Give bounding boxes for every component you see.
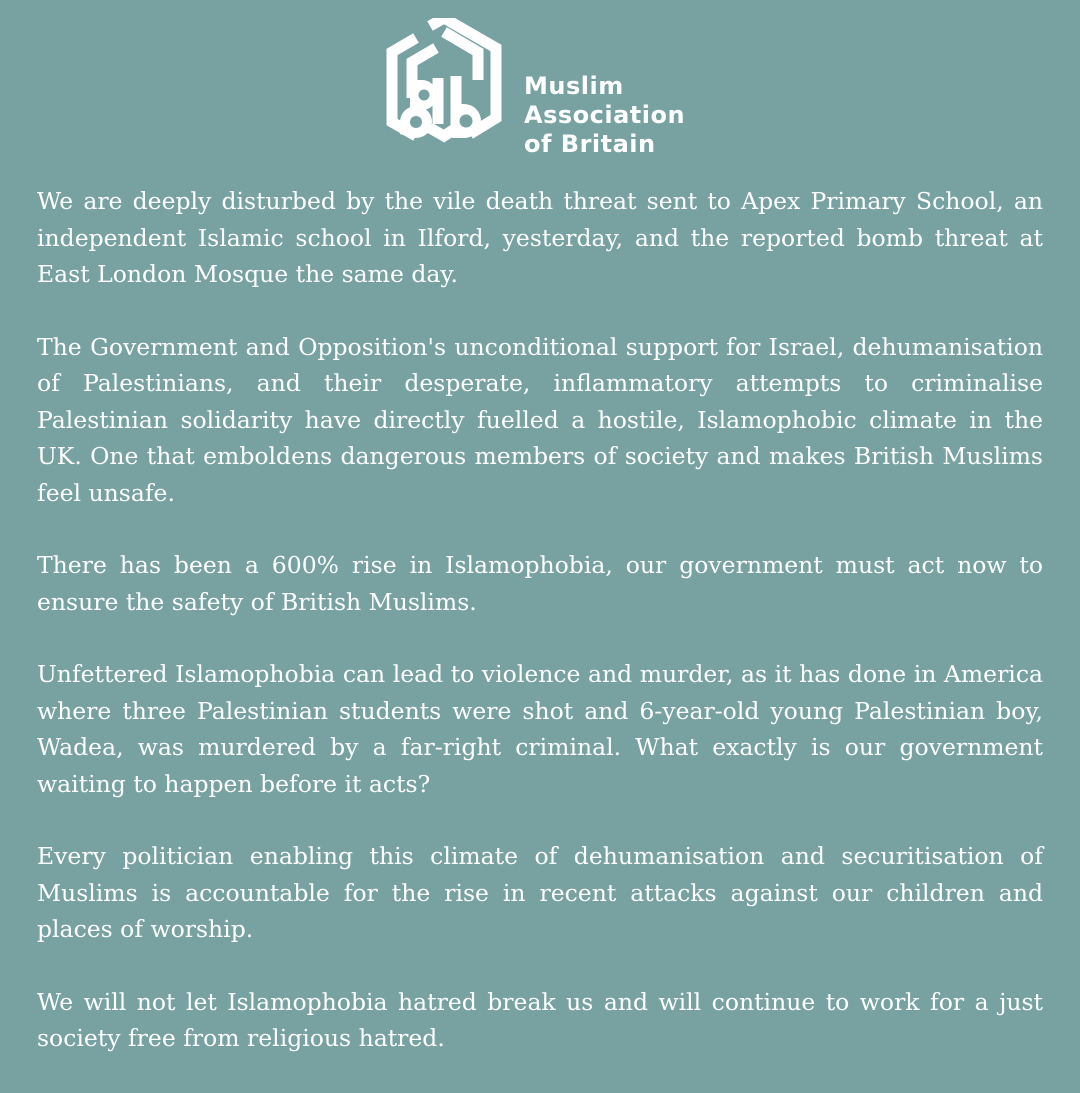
logo-line-1: Muslim xyxy=(524,72,624,100)
statement-paragraph-1: We are deeply disturbed by the vile death threat sent to Apex Primary School, an independent Islamic school in Ilford, yesterday, and the reported bomb threat at East London Mosque the same day. xyxy=(37,187,1043,288)
header xyxy=(386,18,706,156)
mab-logo-icon xyxy=(386,18,502,156)
statement-body xyxy=(37,183,1043,1093)
statement-paragraph-5: Every politician enabling this climate of dehumanisation and securitisation of Muslims is accountable for the rise in recent attacks against our children and places of worship. xyxy=(37,842,1043,943)
logo-line-3: of Britain xyxy=(524,130,656,158)
statement-paragraph-3: There has been a 600% rise in Islamophobia, our government must act now to ensure the safety of British Muslims. xyxy=(37,551,1043,616)
statement-paragraph-6: We will not let Islamophobia hatred break us and will continue to work for a just society free from religious hatred. xyxy=(37,987,1043,1052)
statement-paragraph-2: The Government and Opposition's unconditional support for Israel, dehumanisation of Palestinians, and their desperate, inflammatory attempts to criminalise Palestinian solidarity have directly fuelled a hostile, Islamophobic climate in the UK. One that emboldens dangerous members of society and makes British Muslims feel unsafe. xyxy=(37,332,1043,507)
organization-name xyxy=(524,72,685,159)
logo-line-2: Association xyxy=(524,101,686,129)
statement-paragraph-4: Unfettered Islamophobia can lead to violence and murder, as it has done in America where three Palestinian students were shot and 6-year-old young Palestinian boy, Wadea, was murdered by a far-right criminal. What exactly is our government waiting to happen before it acts? xyxy=(37,660,1043,798)
